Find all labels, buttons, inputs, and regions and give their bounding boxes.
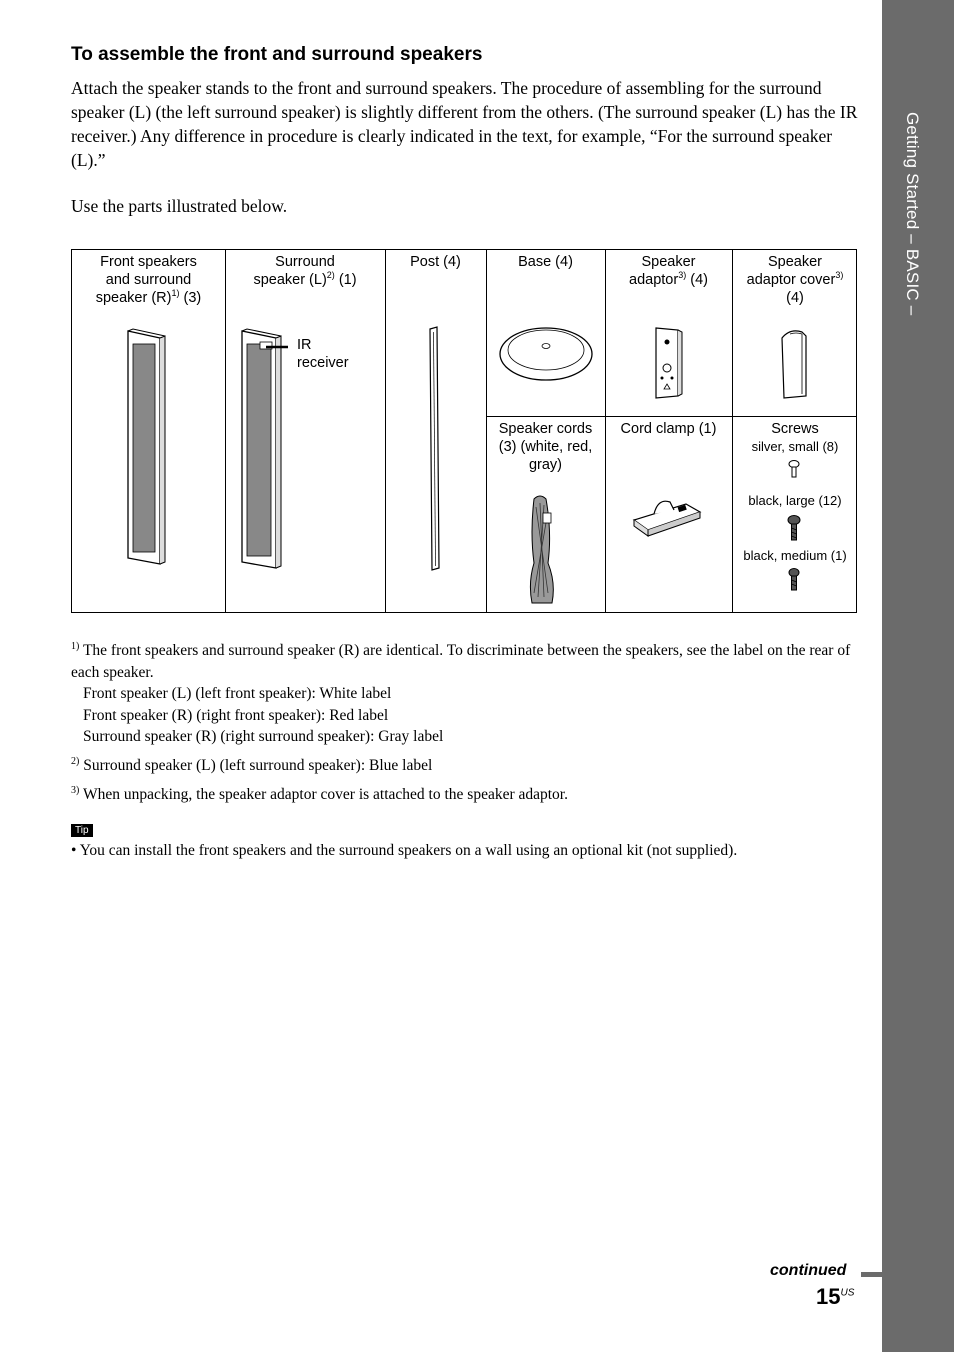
screw-silver-label: silver, small (8) (751, 439, 839, 454)
speaker-cords-illustration (526, 493, 560, 607)
screw-black-medium-label: black, medium (1) (743, 548, 847, 563)
cord-clamp-label: Cord clamp (1) (620, 421, 717, 437)
front-speakers-label: Front speakers and surround speaker $(R)^{1)}$ (3) (95, 254, 202, 306)
section-heading: To assemble the front and surround speakers (71, 44, 483, 65)
cord-clamp-illustration (630, 490, 704, 538)
use-parts-text: Use the parts illustrated below. (71, 196, 288, 216)
ir-receiver-callout: IR receiver (297, 337, 349, 371)
base-illustration (496, 322, 596, 384)
side-tab-label: Getting Started – BASIC – (903, 112, 922, 316)
tip-badge: Tip (71, 824, 93, 837)
speaker-adaptor-label: Speaker adaptor$^{3)}$ (4) (629, 254, 708, 288)
silver-screw-icon (787, 460, 801, 478)
page-number: $15^{US}$ (816, 1284, 855, 1309)
post-illustration (427, 326, 443, 572)
screw-black-large-label: black, large (12) (748, 493, 842, 508)
side-tab (882, 0, 954, 1352)
black-medium-screw-icon (787, 568, 801, 592)
surround-speaker-illustration (238, 328, 288, 573)
continued-label: continued (770, 1262, 847, 1279)
screws-label: Screws silver, small (8) (732, 417, 858, 456)
tip-text: • You can install the front speakers and the surround speakers on a wall using an optional kit (not supplied). (71, 842, 738, 859)
adaptor-cover-label: Speaker adaptor cover$^{3)}$ (4) (746, 254, 844, 306)
surround-speaker-label: Surround speaker $(L)^{2)}$ (1) (253, 254, 357, 288)
footnote-1: $^{1)}$ The front speakers and surround speaker (R) are identical. To discriminate between the speakers, see the label on the rear of each speaker. Front speaker (L) (left front speaker): White label Front speaker (R) (right front speaker): Red label Surround speaker (R) (right surround speaker): Gray label (71, 640, 851, 745)
parts-table (71, 249, 857, 613)
base-label: Base (4) (518, 254, 573, 270)
continued-bar (861, 1272, 882, 1277)
footnote-2: $^{2)}$ Surround speaker (L) (left surround speaker): Blue label (71, 755, 433, 774)
speaker-cords-label: Speaker cords (3) (white, red, gray) (498, 421, 593, 473)
footnote-3: $^{3)}$ When unpacking, the speaker adaptor cover is attached to the speaker adaptor. (71, 784, 568, 803)
speaker-adaptor-illustration (650, 326, 686, 402)
intro-paragraph: Attach the speaker stands to the front and surround speakers. The procedure of assembling for the surround speaker (L) (the left surround speaker) is slightly different from the others. (The surround speaker (L) has the IR receiver.) Any difference in procedure is clearly indicated in the text, for example, “For the surround speaker (L).” (71, 78, 858, 170)
adaptor-cover-illustration (776, 328, 812, 402)
post-label: Post (4) (410, 254, 461, 270)
black-large-screw-icon (786, 515, 802, 541)
front-speaker-illustration (124, 328, 170, 568)
